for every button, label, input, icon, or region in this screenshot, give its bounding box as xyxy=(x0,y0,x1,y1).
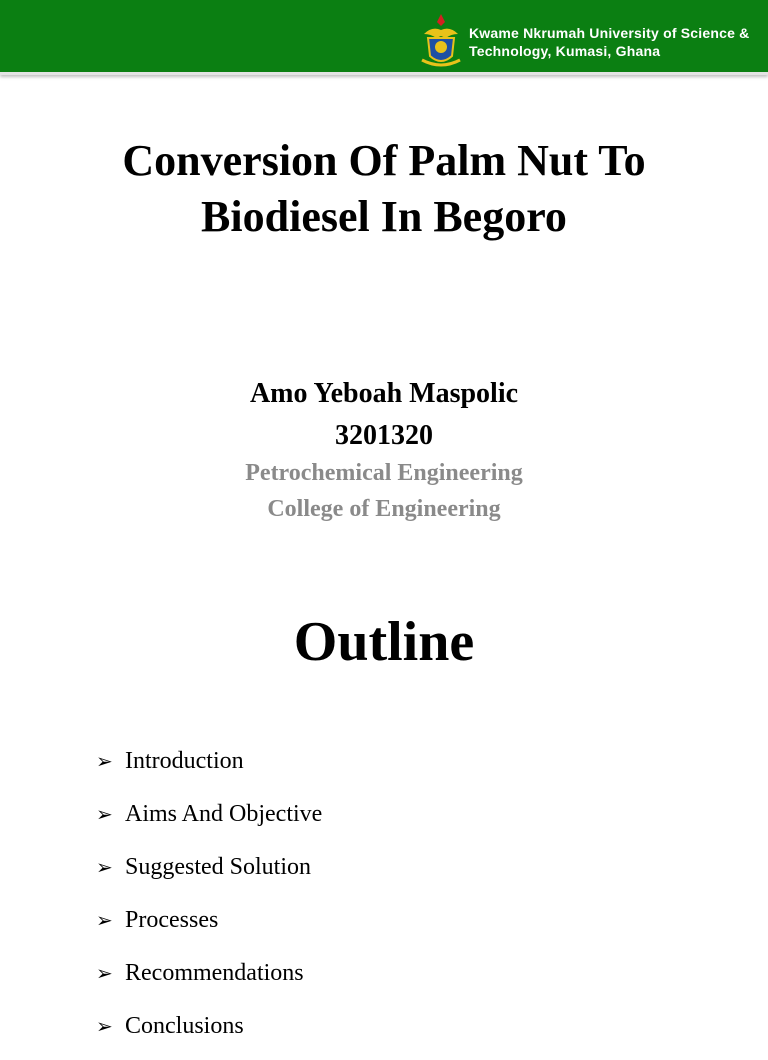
outline-list xyxy=(96,742,322,1060)
arrow-bullet-icon: ➢ xyxy=(96,802,113,826)
arrow-bullet-icon: ➢ xyxy=(96,855,113,879)
student-id: 3201320 xyxy=(335,420,433,451)
college-name: College of Engineering xyxy=(267,496,501,522)
outline-item xyxy=(96,795,322,848)
outline-item-label: Suggested Solution xyxy=(125,854,312,880)
department-name: Petrochemical Engineering xyxy=(245,460,523,486)
arrow-bullet-icon: ➢ xyxy=(96,749,113,773)
university-name: Kwame Nkrumah University of Science & Technology, Kumasi, Ghana xyxy=(469,25,750,59)
outline-item-label: Aims And Objective xyxy=(125,801,323,827)
outline-item-label: Recommendations xyxy=(125,960,304,986)
presentation-title: Conversion Of Palm Nut To Biodiesel In Begoro xyxy=(122,136,646,241)
university-crest-icon xyxy=(418,12,464,68)
author-name: Amo Yeboah Maspolic xyxy=(249,378,519,409)
outline-item xyxy=(96,954,322,1007)
outline-item xyxy=(96,742,322,795)
outline-item xyxy=(96,848,322,901)
outline-item xyxy=(96,1007,322,1060)
arrow-bullet-icon: ➢ xyxy=(96,961,113,985)
arrow-bullet-icon: ➢ xyxy=(96,1014,113,1038)
outline-item-label: Processes xyxy=(125,907,219,933)
outline-item-label: Introduction xyxy=(125,748,244,774)
header-bar xyxy=(0,0,768,75)
outline-heading: Outline xyxy=(293,611,475,673)
outline-item xyxy=(96,901,322,954)
outline-item-label: Conclusions xyxy=(125,1013,244,1039)
arrow-bullet-icon: ➢ xyxy=(96,908,113,932)
